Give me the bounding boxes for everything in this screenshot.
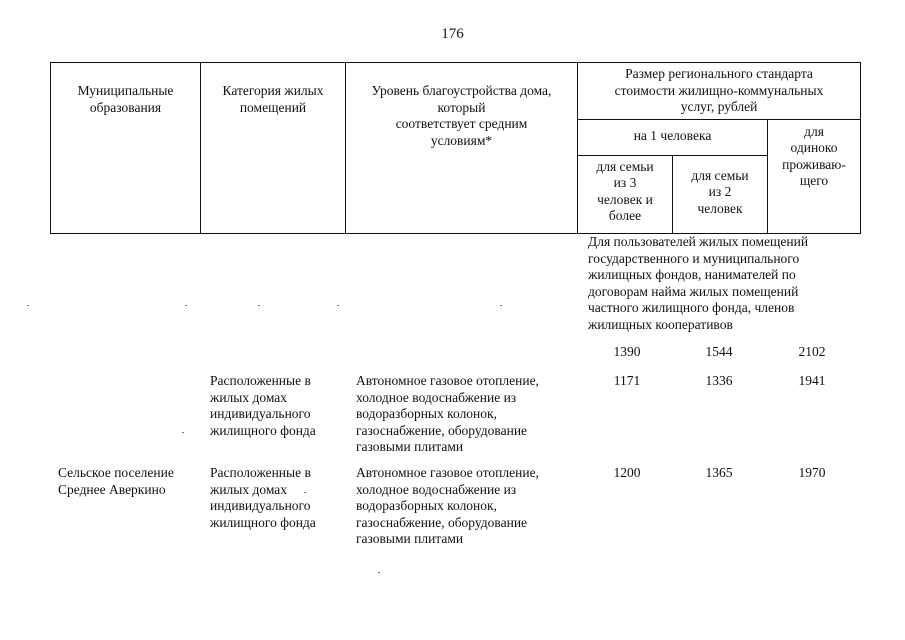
scan-speck xyxy=(304,492,306,493)
header-category: Категория жилых помещений xyxy=(201,63,346,234)
row-3-value-family2: 1365 xyxy=(705,465,733,480)
header-single: для одиноко проживаю- щего xyxy=(768,119,861,233)
scan-speck xyxy=(258,305,260,306)
table-header xyxy=(50,62,861,234)
header-family2: для семьи из 2 человек xyxy=(673,155,768,233)
row-1-value-family2: 1544 xyxy=(705,344,733,359)
row-2-category: Расположенные в жилых домах индивидуального жилищного фонда xyxy=(210,373,316,438)
row-2-value-family3: 1171 xyxy=(613,373,641,388)
header-standard: Размер регионального стандарта стоимости жилищно-коммунальных услуг, рублей xyxy=(578,63,861,120)
scan-speck xyxy=(337,305,339,306)
header-municipality: Муниципальные образования xyxy=(51,63,201,234)
row-1-value-single: 2102 xyxy=(798,344,826,359)
row-1-value-family3: 1390 xyxy=(613,344,641,359)
row-3-municipality: Сельское поселение Среднее Аверкино xyxy=(58,465,174,497)
section-note: Для пользователей жилых помещений государственного и муниципального жилищных фондов, нанимателей по договорам найма жилых помещений частного жилищного фонда, членов жилищных кооперативов xyxy=(588,234,809,332)
header-per-person: на 1 человека xyxy=(578,119,768,155)
scan-speck xyxy=(378,572,380,573)
row-3-level: Автономное газовое отопление, холодное водоснабжение из водоразборных колонок, газоснабжение, оборудование газовыми плитами xyxy=(356,465,539,546)
row-2-value-family2: 1336 xyxy=(705,373,733,388)
row-2-value-single: 1941 xyxy=(798,373,826,388)
row-3-value-family3: 1200 xyxy=(613,465,641,480)
header-level: Уровень благоустройства дома, который соответствует средним условиям* xyxy=(346,63,578,234)
scan-speck xyxy=(182,432,184,433)
header-family3: для семьи из 3 человек и более xyxy=(578,155,673,233)
scan-speck xyxy=(500,305,502,306)
row-3-category: Расположенные в жилых домах индивидуального жилищного фонда xyxy=(210,465,316,530)
row-2-level: Автономное газовое отопление, холодное водоснабжение из водоразборных колонок, газоснабжение, оборудование газовыми плитами xyxy=(356,373,539,454)
page-number: 176 xyxy=(441,26,464,42)
scan-speck xyxy=(185,305,187,306)
scan-speck xyxy=(27,305,29,306)
row-3-value-single: 1970 xyxy=(798,465,826,480)
